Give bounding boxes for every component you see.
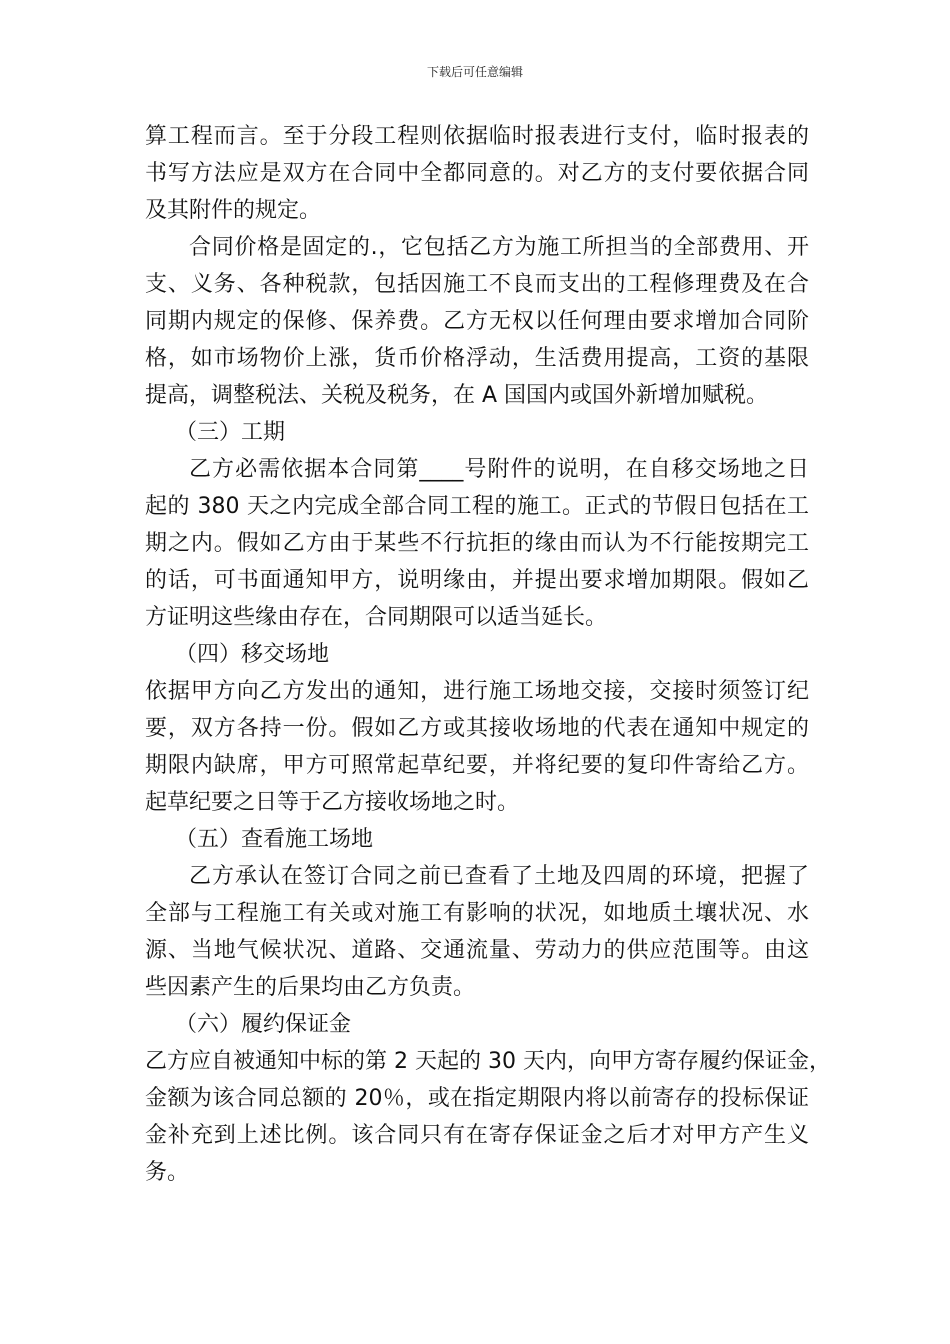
- text-line: 的话，可书面通知甲方，说明缘由，并提出要求增加期限。假如乙: [145, 568, 809, 593]
- text-line: 及其附件的规定。: [145, 198, 322, 223]
- section-heading: （五）查看施工场地: [175, 827, 374, 852]
- text-line: 乙方必需依据本合同第____号附件的说明，在自移交场地之日: [189, 457, 809, 482]
- text-line: 乙方应自被通知中标的第 2 天起的 30 天内，向甲方寄存履约保证金，: [145, 1049, 831, 1074]
- text-line: 要，双方各持一份。假如乙方或其接收场地的代表在通知中规定的: [145, 716, 809, 741]
- text-line: 源、当地气候状况、道路、交通流量、劳动力的供应范围等。由这: [145, 938, 809, 963]
- text-line: 些因素产生的后果均由乙方负责。: [145, 975, 476, 1000]
- text-line: 期之内。假如乙方由于某些不行抗拒的缘由而认为不行能按期完工: [145, 531, 809, 556]
- text-line: 支、义务、各种税款，包括因施工不良而支出的工程修理费及在合: [145, 272, 809, 297]
- text-line: 金额为该合同总额的 20％，或在指定期限内将以前寄存的投标保证: [145, 1086, 809, 1111]
- section-heading: （三）工期: [175, 420, 286, 445]
- text-line: 起的 380 天之内完成全部合同工程的施工。正式的节假日包括在工: [145, 494, 809, 519]
- text-line: 期限内缺席，甲方可照常起草纪要，并将纪要的复印件寄给乙方。: [145, 753, 809, 778]
- text-line: 务。: [145, 1160, 190, 1185]
- text-line: 提高，调整税法、关税及税务，在 A 国国内或国外新增加赋税。: [145, 383, 769, 408]
- text-line: 全部与工程施工有关或对施工有影响的状况，如地质土壤状况、水: [145, 901, 809, 926]
- text-line: 金补充到上述比例。该合同只有在寄存保证金之后才对甲方产生义: [145, 1123, 809, 1148]
- page-header: 下载后可任意编辑: [426, 65, 523, 79]
- text-line: 同期内规定的保修、保养费。乙方无权以任何理由要求增加合同阶: [145, 309, 809, 334]
- text-line: 起草纪要之日等于乙方接收场地之时。: [145, 790, 520, 815]
- section-heading: （四）移交场地: [175, 642, 330, 667]
- section-heading: （六）履约保证金: [175, 1012, 352, 1037]
- text-line: 算工程而言。至于分段工程则依据临时报表进行支付，临时报表的: [145, 124, 809, 149]
- text-line: 格，如市场物价上涨，货币价格浮动，生活费用提高，工资的基限: [145, 346, 809, 371]
- text-line: 依据甲方向乙方发出的通知，进行施工场地交接，交接时须签订纪: [145, 679, 809, 704]
- document-body: [145, 118, 831, 1191]
- text-line: 合同价格是固定的.，它包括乙方为施工所担当的全部费用、开: [189, 235, 809, 260]
- text-line: 书写方法应是双方在合同中全都同意的。对乙方的支付要依据合同: [145, 161, 809, 186]
- text-line: 乙方承认在签订合同之前已查看了土地及四周的环境，把握了: [189, 864, 809, 889]
- text-line: 方证明这些缘由存在，合同期限可以适当延长。: [145, 605, 608, 630]
